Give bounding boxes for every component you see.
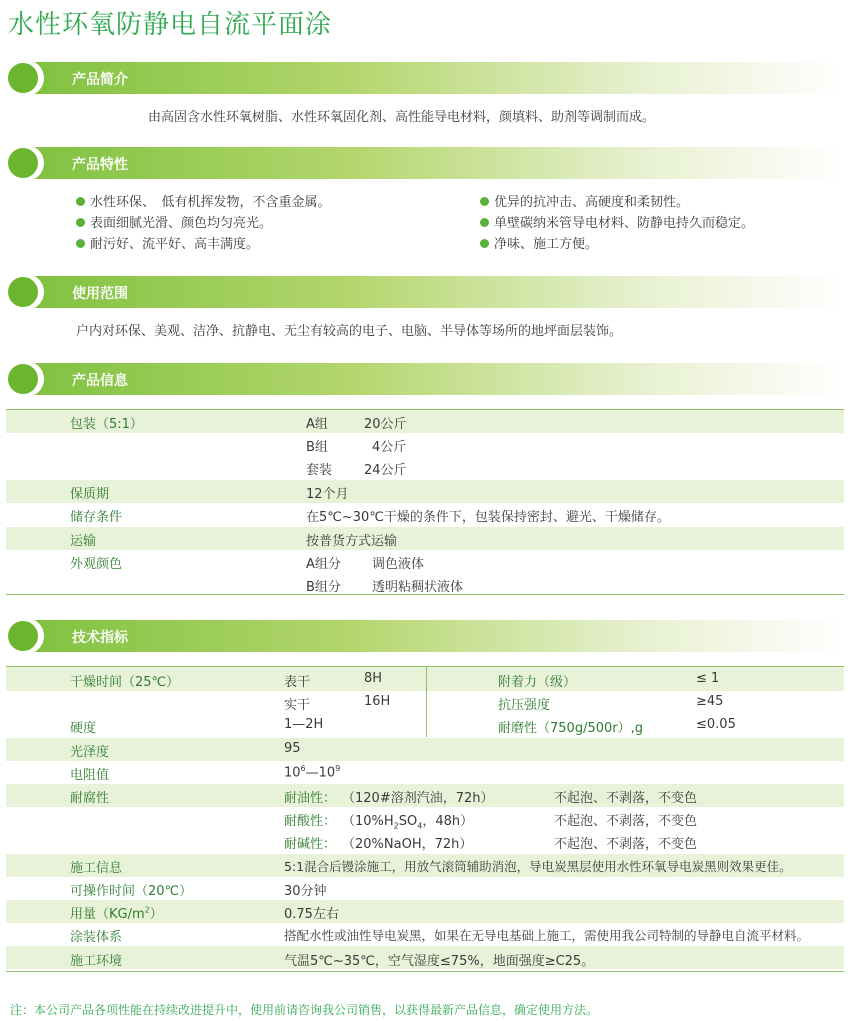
shelf-value: 12个月 bbox=[306, 487, 349, 502]
pack-value: 4公斤 bbox=[372, 440, 407, 455]
hardness-label: 硬度 bbox=[70, 721, 97, 736]
feature-item: 水性环保、 低有机挥发物，不含重金属。 bbox=[76, 191, 331, 210]
apply-value: 5:1混合后镘涂施工，用放气滚筒辅助消泡，导电炭黑层使用水性环氧导电炭黑则效果更佳。 bbox=[284, 859, 792, 874]
resist-value: $10^6—10^9$ bbox=[284, 764, 341, 781]
section-header-info bbox=[6, 361, 844, 397]
transport-value: 按普货方式运输 bbox=[306, 534, 398, 549]
section-title: 产品简介 bbox=[72, 72, 128, 88]
bullet-icon bbox=[480, 218, 489, 227]
pot-value: 30分钟 bbox=[284, 884, 327, 899]
corr-key: 耐碱性： bbox=[284, 837, 337, 852]
compress-value: ≥45 bbox=[696, 694, 724, 709]
dry-value: 16H bbox=[364, 694, 391, 709]
bullet-icon bbox=[76, 218, 85, 227]
bullet-icon bbox=[76, 197, 85, 206]
resist-label: 电阻值 bbox=[70, 768, 110, 783]
bullet-icon bbox=[480, 197, 489, 206]
section-bullet-icon bbox=[6, 361, 50, 397]
feature-item: 耐污好、流平好、高丰满度。 bbox=[76, 233, 259, 252]
section-bullet-icon bbox=[6, 274, 50, 310]
env-value: 气温5℃~35℃，空气湿度≤75%，地面强度≥C25。 bbox=[284, 954, 595, 969]
section-header-scope bbox=[6, 274, 844, 310]
pack-key: 套装 bbox=[306, 463, 333, 478]
system-label: 涂装体系 bbox=[70, 930, 123, 945]
shelf-label: 保质期 bbox=[70, 487, 110, 502]
system-value: 搭配水性或油性导电炭黑，如果在无导电基础上施工，需使用我公司特制的导静电自流平材料。 bbox=[284, 928, 810, 943]
dose-value: 0.75左右 bbox=[284, 907, 339, 922]
page-title: 水性环氧防静电自流平面涂 bbox=[8, 10, 333, 40]
corr-cond: （120#溶剂汽油，72h） bbox=[342, 791, 494, 806]
pot-label: 可操作时间（20℃） bbox=[70, 884, 193, 899]
pack-key: B组 bbox=[306, 440, 328, 455]
section-title: 技术指标 bbox=[72, 630, 128, 646]
corr-key: 耐酸性： bbox=[284, 814, 337, 829]
transport-label: 运输 bbox=[70, 534, 97, 549]
section-title: 产品信息 bbox=[72, 373, 128, 389]
color-label: 外观颜色 bbox=[70, 557, 123, 572]
section-title: 使用范围 bbox=[72, 286, 128, 302]
adhesion-label: 附着力（级） bbox=[498, 675, 577, 690]
feature-item: 优异的抗冲击、高硬度和柔韧性。 bbox=[480, 191, 689, 210]
storage-label: 储存条件 bbox=[70, 510, 123, 525]
abrasion-value: ≤0.05 bbox=[696, 717, 736, 732]
section-bullet-icon bbox=[6, 618, 50, 654]
footer-note: 注：本公司产品各项性能在持续改进提升中，使用前请咨询我公司销售，以获得最新产品信息，确定使用方法。 bbox=[10, 1003, 599, 1017]
apply-label: 施工信息 bbox=[70, 861, 123, 876]
section-header-features bbox=[6, 145, 844, 181]
section-title: 产品特性 bbox=[72, 157, 128, 173]
section-header-tech bbox=[6, 618, 844, 654]
corr-cond: （$10\%H_2SO_4$，48h） bbox=[342, 814, 474, 831]
dose-label: 用量$(KG/m^2)$ bbox=[70, 905, 163, 922]
corr-label: 耐腐性 bbox=[70, 791, 110, 806]
section-header-intro bbox=[6, 60, 844, 96]
dry-label: 干燥时间（25℃） bbox=[70, 675, 180, 690]
intro-text: 由高固含水性环氧树脂、水性环氧固化剂、高性能导电材料，颜填料、助剂等调制而成。 bbox=[148, 110, 656, 125]
corr-result: 不起泡、不剥落，不变色 bbox=[554, 837, 698, 852]
table-row bbox=[6, 738, 844, 761]
scope-text: 户内对环保、美观、洁净、抗静电、无尘有较高的电子、电脑、半导体等场所的地坪面层装饰。 bbox=[76, 324, 623, 339]
env-label: 施工环境 bbox=[70, 954, 123, 969]
color-key: A组分 bbox=[306, 557, 341, 572]
hardness-value: 1—2H bbox=[284, 717, 324, 732]
feature-item: 表面细腻光滑、颜色均匀亮光。 bbox=[76, 212, 272, 231]
gloss-label: 光泽度 bbox=[70, 745, 110, 760]
corr-result: 不起泡、不剥落，不变色 bbox=[554, 791, 698, 806]
corr-result: 不起泡、不剥落，不变色 bbox=[554, 814, 698, 829]
bullet-icon bbox=[480, 239, 489, 248]
abrasion-label: 耐磨性（750g/500r）,g bbox=[498, 721, 643, 736]
section-bullet-icon bbox=[6, 145, 50, 181]
dry-key: 实干 bbox=[284, 698, 311, 713]
dry-key: 表干 bbox=[284, 675, 311, 690]
adhesion-value: ≤ 1 bbox=[696, 671, 720, 686]
dry-value: 8H bbox=[364, 671, 383, 686]
color-key: B组分 bbox=[306, 580, 341, 595]
section-bullet-icon bbox=[6, 60, 50, 96]
feature-item: 净味、施工方便。 bbox=[480, 233, 598, 252]
corr-cond: （20%NaOH，72h） bbox=[342, 837, 473, 852]
corr-key: 耐油性： bbox=[284, 791, 337, 806]
pack-label: 包装（5:1） bbox=[70, 417, 143, 432]
table-row bbox=[6, 527, 844, 550]
feature-item: 单壁碳纳米管导电材料、防静电持久而稳定。 bbox=[480, 212, 754, 231]
table-row bbox=[6, 480, 844, 503]
storage-value: 在5℃~30℃干燥的条件下，包装保持密封、避光、干燥储存。 bbox=[306, 510, 670, 525]
pack-value: 24公斤 bbox=[364, 463, 407, 478]
compress-label: 抗压强度 bbox=[498, 698, 551, 713]
pack-key: A组 bbox=[306, 417, 328, 432]
color-value: 透明粘稠状液体 bbox=[372, 580, 464, 595]
gloss-value: 95 bbox=[284, 741, 301, 756]
pack-value: 20公斤 bbox=[364, 417, 407, 432]
color-value: 调色液体 bbox=[372, 557, 425, 572]
bullet-icon bbox=[76, 239, 85, 248]
